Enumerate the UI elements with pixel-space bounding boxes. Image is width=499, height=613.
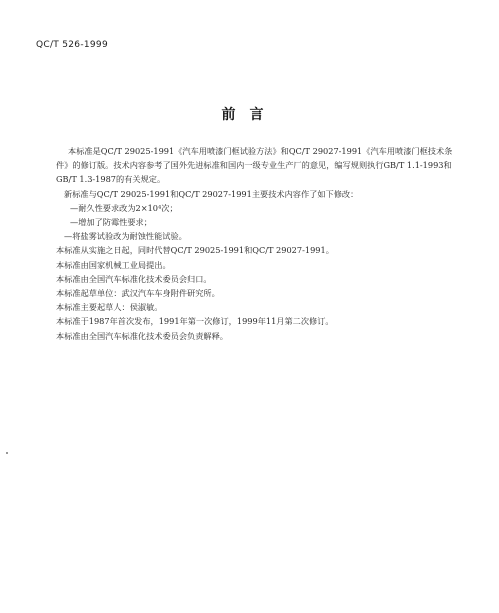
foreword-body xyxy=(56,144,456,343)
interpretation-paragraph: 本标准由全国汽车标准化技术委员会负责解释。 xyxy=(56,330,228,341)
change-item-durability: —耐久性要求改为2×10⁴次； xyxy=(70,202,178,213)
change-item-corrosion: —将盐雾试验改为耐蚀性能试验。 xyxy=(64,231,187,242)
changes-intro-paragraph: 新标准与QC/T 29025-1991和QC/T 29027-1991主要技术内容作了如下修改： xyxy=(64,188,359,199)
change-item-mildew: —增加了防霉性要求； xyxy=(70,217,152,228)
proposed-paragraph: 本标准由国家机械工业局提出。 xyxy=(56,259,171,270)
history-paragraph: 本标准于1987年首次发布，1991年第一次修订，1999年11月第二次修订。 xyxy=(56,316,334,327)
intro-paragraph: 本标准是QC/T 29025-1991《汽车用喷漆门框试验方法》和QC/T 29027-1991《汽车用喷漆门框技术条件》的修订版。技术内容参考了国外先进标准和国内一级专业生产厂的意见，编写规则执行GB/T 1.1-1993和GB/T 1.3-1987的有关规定。 xyxy=(56,146,453,185)
managed-paragraph: 本标准由全国汽车标准化技术委员会归口。 xyxy=(56,273,212,284)
standard-code: QC/T 526-1999 xyxy=(36,40,108,50)
drafters-paragraph: 本标准主要起草人：侯淑敏。 xyxy=(56,302,163,313)
page-title: 前言 xyxy=(221,107,278,123)
scan-speck xyxy=(6,452,8,454)
drafting-unit-paragraph: 本标准起草单位：武汉汽车车身附件研究所。 xyxy=(56,288,220,299)
replace-paragraph: 本标准从实施之日起，同时代替QC/T 29025-1991和QC/T 29027-1991。 xyxy=(56,245,334,256)
